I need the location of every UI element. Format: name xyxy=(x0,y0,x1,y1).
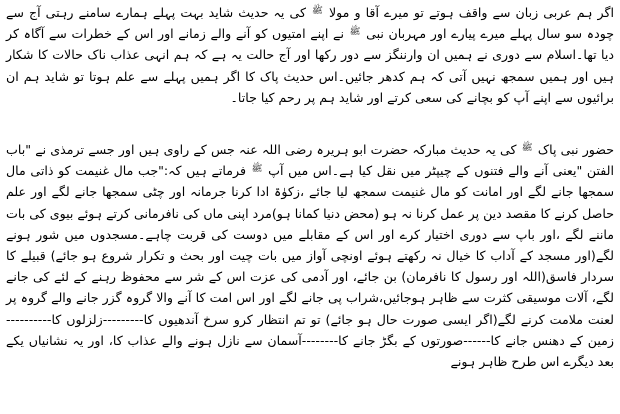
paragraph-intro-text-1: اگر ہم عربی زبان سے واقف ہوتے تو میرے آقا و مولا xyxy=(323,5,614,20)
paragraph-hadith-text-2: کی یہ حدیث مبارکہ حضرت ابو ہریرہ رضی اللہ عنہ جس کے راوی ہیں اور جسے ترمذی نے "باب الفتن "یعنی آنے والے فتنوں کے چیپٹر میں نقل کیا ہے۔اس میں آپ xyxy=(6,142,615,179)
paragraph-hadith-text-1: حضور نبی پاک xyxy=(533,142,614,158)
salawat-ligature: ﷺ xyxy=(521,143,533,154)
salawat-ligature: ﷺ xyxy=(349,27,361,38)
paragraph-intro-text-2: کی یہ حدیث شاید بہت پہلے ہمارے سامنے رہتی آج سے چودہ سو سال پہلے میرے پیارے اور مہربان نبی xyxy=(6,5,614,42)
paragraph-intro xyxy=(6,2,614,108)
salawat-ligature: ﷺ xyxy=(312,6,323,16)
paragraph-hadith xyxy=(6,139,614,372)
paragraph-hadith-text-3: فرماتے ہیں کہ:"جب مال غنیمت کو ذاتی مال سمجھا جانے لگے اور امانت کو مال غنیمت سمجھ لیا جائے ،زکوٰۃ ادا کرنا جرمانہ اور چٹی سمجھا جانے لگے اور علم حاصل کرنے کا مقصد دین پر عمل کرنا نہ ہو (محض دنیا کمانا ہو)مرد اپنی ماں کی نافرمانی کرتے ہوئے بیوی کی بات ماننے لگے ،اور باپ سے دوری اختیار کرے اور اس کے مقابلے میں دوست کی قربت چاہے۔مسجدوں میں شور ہونے لگے(اور مسجد کے آداب کا خیال نہ رکھتے ہوئے اونچی آواز میں بات چیت اور بحث و تکرار شروع ہو جائے) قبیلے کا سردار فاسق(اللہ اور رسول کا نافرمان) بن جائے، اور آدمی کی عزت اس کے شر سے محفوظ رہنے کے لئے کی جانے لگے، آلات موسیقی کثرت سے ظاہر ہوجائیں،شراب پی جانے لگے اور اس امت کا آنے والا گروہ گزر جانے والے گروہ پر لعنت ملامت کرنے لگے(اگر ایسی صورت حال ہو جائے) تو تم انتظار کرو سرخ آندھیوں کا---------زلزلوں کا----------زمین کے دھنس جانے کا------صورتوں کے بگڑ جانے کا--------آسمان سے نازل ہونے والے عذاب کا، اور یہ نشانیاں یکے بعد دیگرے اس طرح ظاہر ہونے xyxy=(6,163,614,370)
paragraph-intro-text-3: نے اپنے امتیوں کو آنے والے زمانے اور اس کے خطرات سے آگاہ کر دیا تھا۔اسلام سے دوری نے ہمیں ان وارننگز سے دور رکھا اور آج حالت یہ ہے کہ ہم انہی عذاب ناک حالات کا شکار ہیں اور ہمیں سمجھ نہیں آتی کہ ہم کدھر جائیں۔اس حدیث پاک کا اگر ہمیں پہلے سے علم ہوتا تو شاید ہم ان برائیوں سے اپنے آپ کو بچانے کی سعی کرتے اور شاید ہم پر رحم کیا جاتا۔ xyxy=(6,26,614,105)
salawat-ligature: ﷺ xyxy=(251,164,263,175)
